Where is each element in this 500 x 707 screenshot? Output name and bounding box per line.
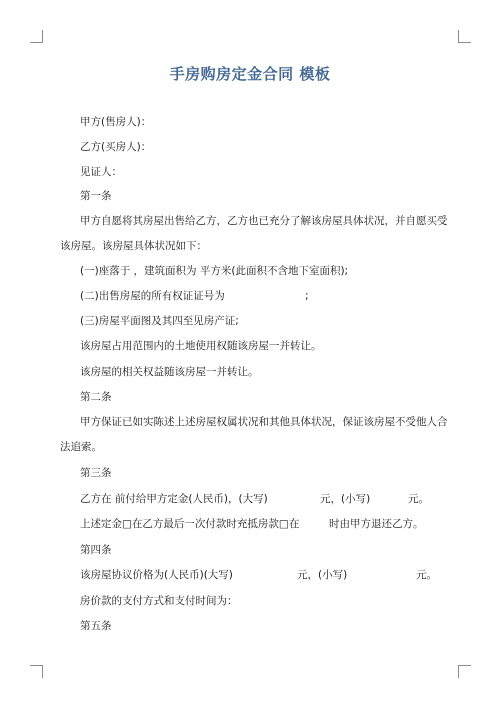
article-2-heading: 第二条	[80, 391, 112, 403]
crop-mark-top-left	[30, 30, 43, 43]
article-3-heading: 第三条	[80, 467, 112, 479]
article-1-paragraph-line-2: 该房屋。该房屋具体状况如下：	[60, 240, 207, 252]
document-title: 手房购房定金合同 模板	[169, 65, 331, 83]
article-4-price-line	[80, 568, 440, 582]
witness-line: 见证人：	[80, 166, 122, 178]
price-part-a: 该房屋协议价格为(人民币)(大写)	[80, 569, 233, 581]
crop-mark-top-right	[458, 30, 471, 43]
price-part-b: 元，(小写)	[297, 569, 348, 581]
deposit-part-c: 元。	[408, 493, 429, 505]
party-a-line: 甲方(售房人)：	[80, 116, 152, 128]
article-2-paragraph-line-2: 法追索。	[60, 441, 102, 453]
article-3-offset-line	[80, 517, 440, 531]
article-1-heading: 第一条	[80, 190, 112, 202]
item-2-text: (二)出售房屋的所有权证证号为	[80, 290, 225, 302]
article-1-rights: 该房屋的相关权益随该房屋一并转让。	[80, 366, 259, 378]
deposit-part-b: 元，(小写)	[320, 493, 371, 505]
article-3-deposit-line	[80, 492, 440, 506]
item-2-end: ;	[305, 290, 309, 302]
crop-mark-bottom-right	[458, 665, 471, 678]
price-part-c: 元。	[416, 569, 437, 581]
crop-mark-bottom-left	[30, 665, 43, 678]
article-4-payment: 房价款的支付方式和支付时间为：	[80, 595, 238, 607]
offset-part-b: 时由甲方退还乙方。	[329, 518, 424, 530]
article-1-item-2	[80, 289, 380, 303]
deposit-part-a: 乙方在 前付给甲方定金(人民币)，(大写)	[80, 493, 268, 505]
article-2-paragraph-line-1: 甲方保证已如实陈述上述房屋权属状况和其他具体状况，保证该房屋不受他人合	[80, 416, 448, 428]
article-5-heading: 第五条	[80, 620, 112, 632]
article-4-heading: 第四条	[80, 544, 112, 556]
article-1-land-use: 该房屋占用范围内的土地使用权随该房屋一并转让。	[80, 340, 322, 352]
party-b-line: 乙方(买房人)：	[80, 141, 152, 153]
article-1-item-1: (一)座落于 ，建筑面积为 平方米(此面积不含地下室面积);	[80, 265, 349, 277]
offset-part-a: 上述定金□在乙方最后一次付款时充抵房款□在	[80, 518, 300, 530]
article-1-paragraph-line-1: 甲方自愿将其房屋出售给乙方，乙方也已充分了解该房屋具体状况，并自愿买受	[80, 215, 448, 227]
article-1-item-3: (三)房屋平面图及其四至见房产证;	[80, 315, 239, 327]
